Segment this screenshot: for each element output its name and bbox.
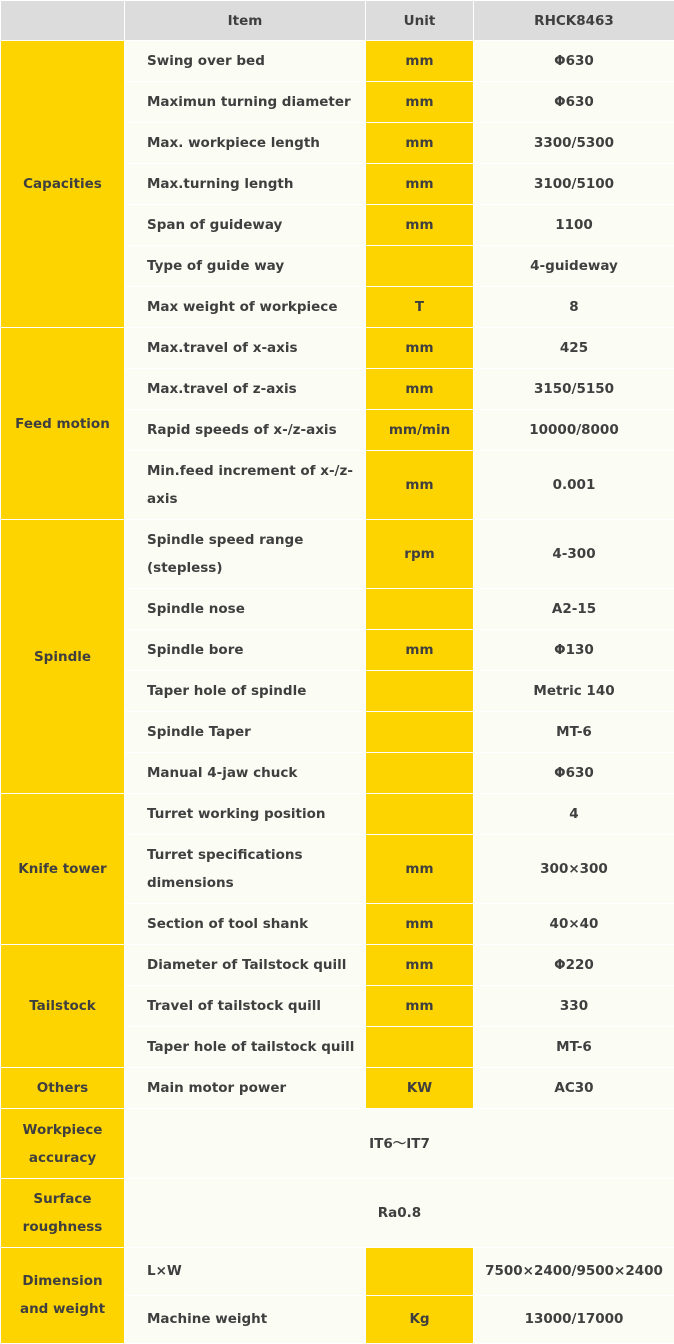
unit-cell: mm (366, 328, 474, 369)
value-cell: A2-15 (474, 589, 674, 630)
unit-cell: mm (366, 945, 474, 986)
value-cell: Φ630 (474, 41, 674, 82)
category-others: Others (1, 1068, 125, 1109)
value-cell: 3300/5300 (474, 123, 674, 164)
item-cell: Machine weight (125, 1295, 366, 1343)
item-cell: Spindle bore (125, 630, 366, 671)
header-row (1, 1, 674, 41)
item-cell: Spindle Taper (125, 712, 366, 753)
value-cell: 4-300 (474, 520, 674, 589)
item-cell: Taper hole of tailstock quill (125, 1027, 366, 1068)
value-cell: 8 (474, 287, 674, 328)
value-cell: AC30 (474, 1068, 674, 1109)
unit-cell (366, 1247, 474, 1295)
table-row (1, 794, 674, 835)
value-cell: Φ130 (474, 630, 674, 671)
item-cell: Swing over bed (125, 41, 366, 82)
category-workpiece-accuracy: Workpiece accuracy (1, 1109, 125, 1178)
unit-cell: mm (366, 986, 474, 1027)
value-cell: 0.001 (474, 451, 674, 520)
accuracy-value: IT6～IT7 (125, 1109, 674, 1178)
value-cell: 300×300 (474, 835, 674, 904)
value-cell: 7500×2400/9500×2400 (474, 1247, 674, 1295)
unit-cell (366, 246, 474, 287)
value-cell: 40×40 (474, 904, 674, 945)
unit-cell: mm (366, 82, 474, 123)
item-cell: Span of guideway (125, 205, 366, 246)
value-cell: Φ220 (474, 945, 674, 986)
unit-cell: mm/min (366, 410, 474, 451)
item-cell: Turret specifications dimensions (125, 835, 366, 904)
item-cell: Turret working position (125, 794, 366, 835)
item-cell: Diameter of Tailstock quill (125, 945, 366, 986)
item-cell: Max. workpiece length (125, 123, 366, 164)
unit-cell: mm (366, 164, 474, 205)
category-knife-tower: Knife tower (1, 794, 125, 945)
unit-cell (366, 794, 474, 835)
table-row (1, 1178, 674, 1247)
unit-cell (366, 712, 474, 753)
table-row (1, 328, 674, 369)
value-cell: 13000/17000 (474, 1295, 674, 1343)
item-cell: Main motor power (125, 1068, 366, 1109)
unit-cell: mm (366, 41, 474, 82)
header-model: RHCK8463 (474, 1, 674, 41)
item-cell: Travel of tailstock quill (125, 986, 366, 1027)
unit-cell: mm (366, 205, 474, 246)
value-cell: MT-6 (474, 1027, 674, 1068)
table-row (1, 945, 674, 986)
table-row (1, 1247, 674, 1295)
item-cell: Min.feed increment of x-/z-axis (125, 451, 366, 520)
value-cell: 1100 (474, 205, 674, 246)
item-cell: Taper hole of spindle (125, 671, 366, 712)
header-item: Item (125, 1, 366, 41)
table-row (1, 41, 674, 82)
item-cell: Rapid speeds of x-/z-axis (125, 410, 366, 451)
category-surface-roughness: Surface roughness (1, 1178, 125, 1247)
item-cell: Max.travel of x-axis (125, 328, 366, 369)
unit-cell (366, 753, 474, 794)
category-tailstock: Tailstock (1, 945, 125, 1068)
unit-cell: mm (366, 630, 474, 671)
value-cell: Φ630 (474, 753, 674, 794)
item-cell: Manual 4-jaw chuck (125, 753, 366, 794)
unit-cell: Kg (366, 1295, 474, 1343)
value-cell: 3150/5150 (474, 369, 674, 410)
value-cell: 3100/5100 (474, 164, 674, 205)
category-spindle: Spindle (1, 520, 125, 794)
unit-cell: mm (366, 123, 474, 164)
item-cell: Section of tool shank (125, 904, 366, 945)
value-cell: 330 (474, 986, 674, 1027)
item-cell: Max.turning length (125, 164, 366, 205)
item-cell: Spindle nose (125, 589, 366, 630)
table-row (1, 520, 674, 589)
category-capacities: Capacities (1, 41, 125, 328)
unit-cell (366, 1027, 474, 1068)
value-cell: 425 (474, 328, 674, 369)
table-row (1, 1068, 674, 1109)
unit-cell: mm (366, 369, 474, 410)
item-cell: Maximun turning diameter (125, 82, 366, 123)
item-cell: Max weight of workpiece (125, 287, 366, 328)
unit-cell: mm (366, 835, 474, 904)
unit-cell (366, 671, 474, 712)
header-unit: Unit (366, 1, 474, 41)
value-cell: MT-6 (474, 712, 674, 753)
table-row (1, 1109, 674, 1178)
unit-cell: mm (366, 904, 474, 945)
category-dimension-weight: Dimension and weight (1, 1247, 125, 1343)
unit-cell: rpm (366, 520, 474, 589)
value-cell: 4-guideway (474, 246, 674, 287)
value-cell: 10000/8000 (474, 410, 674, 451)
unit-cell: T (366, 287, 474, 328)
unit-cell: KW (366, 1068, 474, 1109)
header-category (1, 1, 125, 41)
category-feed-motion: Feed motion (1, 328, 125, 520)
unit-cell: mm (366, 451, 474, 520)
item-cell: Spindle speed range (stepless) (125, 520, 366, 589)
value-cell: Metric 140 (474, 671, 674, 712)
unit-cell (366, 589, 474, 630)
item-cell: Max.travel of z-axis (125, 369, 366, 410)
item-cell: Type of guide way (125, 246, 366, 287)
roughness-value: Ra0.8 (125, 1178, 674, 1247)
value-cell: Φ630 (474, 82, 674, 123)
item-cell: L×W (125, 1247, 366, 1295)
value-cell: 4 (474, 794, 674, 835)
